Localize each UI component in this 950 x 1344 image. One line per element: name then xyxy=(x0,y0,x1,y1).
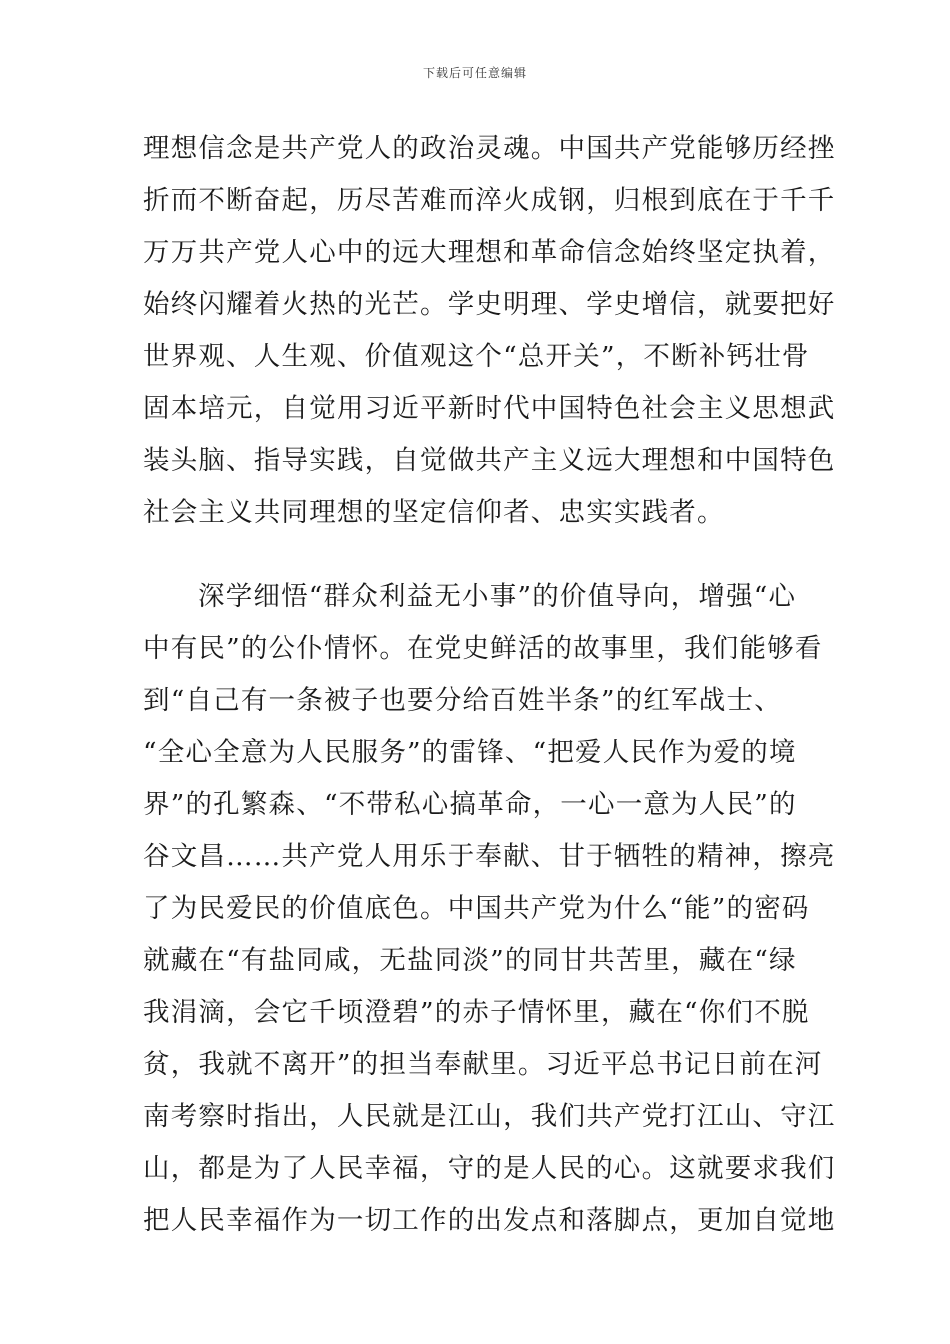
paragraph-line: 理想信念是共产党人的政治灵魂。中国共产党能够历经挫 xyxy=(143,133,836,164)
paragraph-ideals xyxy=(143,123,836,539)
paragraph-line: 界”的孔繁森、“不带私心搞革命，一心一意为人民”的 xyxy=(143,789,797,820)
paragraph-line: “全心全意为人民服务”的雷锋、“把爱人民作为爱的境 xyxy=(143,737,797,768)
paragraph-line: 山，都是为了人民幸福，守的是人民的心。这就要求我们 xyxy=(143,1153,836,1184)
paragraph-line: 深学细悟“群众利益无小事”的价值导向，增强“心 xyxy=(198,581,797,612)
paragraph-line: 社会主义共同理想的坚定信仰者、忠实实践者。 xyxy=(143,497,725,528)
paragraph-line: 固本培元，自觉用习近平新时代中国特色社会主义思想武 xyxy=(143,393,836,424)
paragraph-line: 就藏在“有盐同咸，无盐同淡”的同甘共苦里，藏在“绿 xyxy=(143,945,797,976)
paragraph-line: 贫，我就不离开”的担当奉献里。习近平总书记日前在河 xyxy=(143,1049,823,1080)
paragraph-line: 万万共产党人心中的远大理想和革命信念始终坚定执着， xyxy=(143,237,836,268)
paragraph-line: 始终闪耀着火热的光芒。学史明理、学史增信，就要把好 xyxy=(143,289,836,320)
paragraph-line: 折而不断奋起，历尽苦难而淬火成钢，归根到底在于千千 xyxy=(143,185,836,216)
page-header: 下载后可任意编辑 xyxy=(422,66,527,80)
paragraph-line: 世界观、人生观、价值观这个“总开关”，不断补钙壮骨 xyxy=(143,341,810,372)
paragraph-line: 谷文昌……共产党人用乐于奉献、甘于牺牲的精神，擦亮 xyxy=(143,841,836,872)
paragraph-line: 把人民幸福作为一切工作的出发点和落脚点，更加自觉地 xyxy=(143,1205,836,1236)
paragraph-people xyxy=(143,571,836,1247)
paragraph-line: 了为民爱民的价值底色。中国共产党为什么“能”的密码 xyxy=(143,893,810,924)
paragraph-line: 到“自己有一条被子也要分给百姓半条”的红军战士、 xyxy=(143,685,782,716)
paragraph-line: 装头脑、指导实践，自觉做共产主义远大理想和中国特色 xyxy=(143,445,836,476)
paragraph-line: 南考察时指出，人民就是江山，我们共产党打江山、守江 xyxy=(143,1101,836,1132)
paragraph-line: 中有民”的公仆情怀。在党史鲜活的故事里，我们能够看 xyxy=(143,633,823,664)
paragraph-line: 我涓滴，会它千顷澄碧”的赤子情怀里，藏在“你们不脱 xyxy=(143,997,810,1028)
